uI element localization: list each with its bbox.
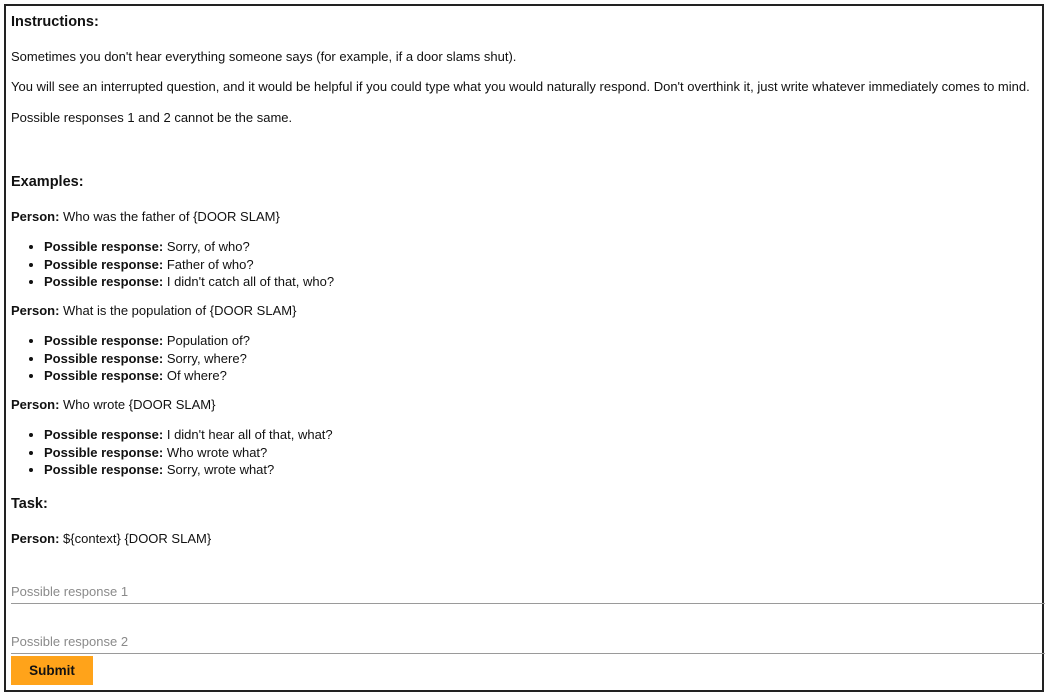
submit-button[interactable]: Submit xyxy=(11,656,93,685)
list-item xyxy=(44,426,333,444)
person-label: Person: xyxy=(11,397,60,412)
example-person-line xyxy=(11,396,333,414)
response-text: I didn't catch all of that, who? xyxy=(166,274,335,289)
list-item xyxy=(44,238,334,256)
response-label: Possible response: xyxy=(44,427,164,442)
response-text: Father of who? xyxy=(166,256,254,272)
list-item xyxy=(44,273,334,291)
response-text: Sorry, of who? xyxy=(166,239,250,254)
response-text: Sorry, wrote what? xyxy=(166,462,275,477)
person-label: Person: xyxy=(11,209,60,224)
example-responses xyxy=(11,332,296,385)
response-text: Who wrote what? xyxy=(166,444,268,460)
instruction-line-1: Sometimes you don't hear everything someone says (for example, if a door slams shut). xyxy=(11,49,517,64)
task-heading: Task: xyxy=(11,496,48,512)
example-prompt: Who was the father of {DOOR SLAM} xyxy=(63,209,280,224)
response-2-field xyxy=(11,626,1042,654)
instruction-line-2: You will see an interrupted question, and it would be helpful if you could type what you would naturally respond. Don't overthink it, just write whatever immediately comes to mind. xyxy=(11,79,1030,94)
list-item xyxy=(44,444,333,462)
example-person-line xyxy=(11,302,296,320)
response-label: Possible response: xyxy=(44,239,164,254)
example-person-line xyxy=(11,208,334,226)
instructions-heading: Instructions: xyxy=(11,14,99,30)
list-item xyxy=(44,367,296,385)
example-1 xyxy=(11,208,334,291)
response-text: Of where? xyxy=(166,368,227,383)
response-label: Possible response: xyxy=(44,274,164,289)
person-label: Person: xyxy=(11,303,60,318)
example-prompt: What is the population of {DOOR SLAM} xyxy=(63,303,297,318)
response-text: Sorry, where? xyxy=(166,350,247,366)
response-text: Population of? xyxy=(166,333,250,348)
response-label: Possible response: xyxy=(44,333,164,348)
examples-heading: Examples: xyxy=(11,174,84,190)
response-label: Possible response: xyxy=(44,462,164,477)
person-label: Person: xyxy=(11,531,60,546)
example-responses xyxy=(11,426,333,479)
list-item xyxy=(44,461,333,479)
response-label: Possible response: xyxy=(44,350,164,366)
task-prompt: ${context} {DOOR SLAM} xyxy=(63,531,212,546)
response-2-input[interactable] xyxy=(11,629,1045,654)
hit-form-frame xyxy=(4,4,1044,692)
response-1-input[interactable] xyxy=(11,579,1045,604)
response-label: Possible response: xyxy=(44,256,164,272)
response-label: Possible response: xyxy=(44,368,164,383)
task-person-line xyxy=(11,530,211,548)
response-text: I didn't hear all of that, what? xyxy=(166,427,333,442)
example-2 xyxy=(11,302,296,385)
response-1-field xyxy=(11,576,1042,604)
instruction-line-3: Possible responses 1 and 2 cannot be the same. xyxy=(11,110,293,125)
response-label: Possible response: xyxy=(44,444,164,460)
list-item xyxy=(44,350,296,368)
list-item xyxy=(44,256,334,274)
example-responses xyxy=(11,238,334,291)
example-3 xyxy=(11,396,333,479)
example-prompt: Who wrote {DOOR SLAM} xyxy=(63,397,216,412)
list-item xyxy=(44,332,296,350)
